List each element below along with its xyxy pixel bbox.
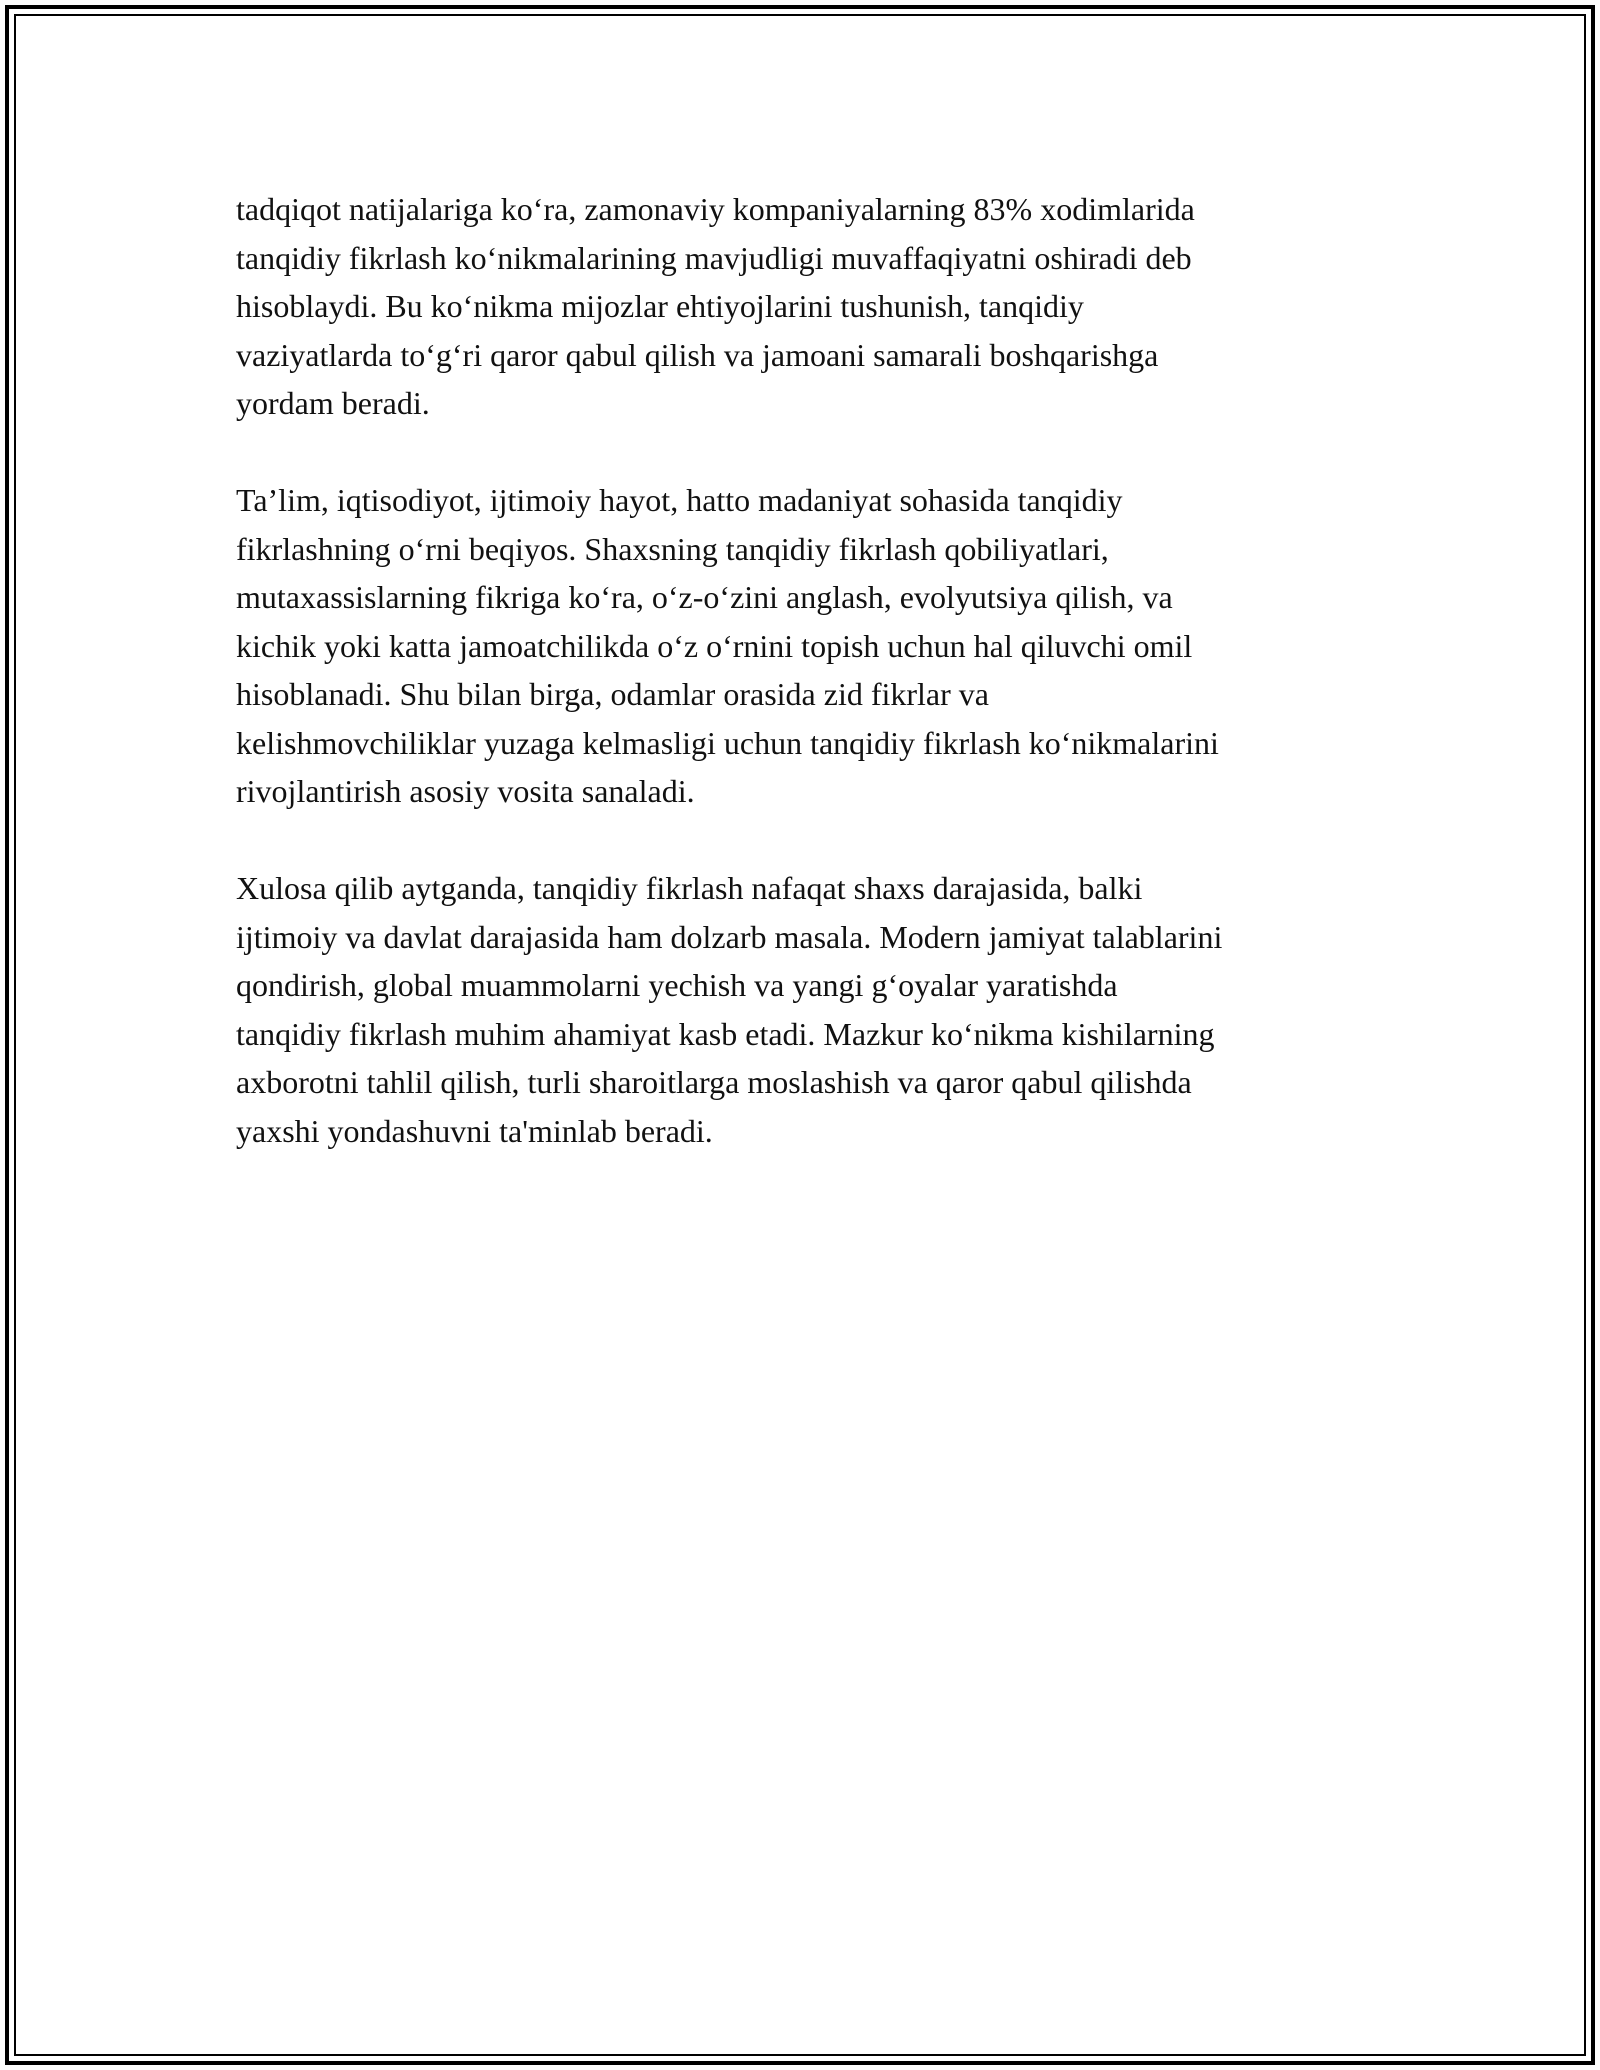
text-line: fikrlashning o‘rni beqiyos. Shaxsning tanqidiy fikrlash qobiliyatlari, xyxy=(236,530,1109,567)
text-line: tanqidiy fikrlash muhim ahamiyat kasb etadi. Mazkur ko‘nikma kishilarning xyxy=(236,1015,1215,1052)
text-line: yordam beradi. xyxy=(236,385,430,421)
text-line: hisoblaydi. Bu ko‘nikma mijozlar ehtiyojlarini tushunish, tanqidiy xyxy=(236,288,1084,324)
text-line: qondirish, global muammolarni yechish va yangi g‘oyalar yaratishda xyxy=(236,967,1118,1003)
text-line: axborotni tahlil qilish, turli sharoitlarga moslashish va qaror qabul qilishda xyxy=(236,1064,1192,1100)
text-line: vaziyatlarda to‘g‘ri qaror qabul qilish va jamoani samarali boshqarishga xyxy=(236,336,1159,373)
text-line: Xulosa qilib aytganda, tanqidiy fikrlash nafaqat shaxs darajasida, balki xyxy=(236,870,1143,906)
paragraph-3 xyxy=(236,864,1376,1155)
paragraph-1 xyxy=(236,185,1376,428)
text-line: tanqidiy fikrlash ko‘nikmalarining mavjudligi muvaffaqiyatni oshiradi deb xyxy=(236,239,1192,276)
text-line: yaxshi yondashuvni ta'minlab beradi. xyxy=(236,1112,713,1149)
text-line: kichik yoki katta jamoatchilikda o‘z o‘rnini topish uchun hal qiluvchi omil xyxy=(236,627,1193,664)
text-line: hisoblanadi. Shu bilan birga, odamlar orasida zid fikrlar va xyxy=(236,676,989,712)
text-line: mutaxassislarning fikriga ko‘ra, o‘z-o‘zini anglash, evolyutsiya qilish, va xyxy=(236,579,1173,615)
text-line: tadqiqot natijalariga ko‘ra, zamonaviy kompaniyalarning 83% xodimlarida xyxy=(236,191,1195,227)
text-line: kelishmovchiliklar yuzaga kelmasligi uchun tanqidiy fikrlash ko‘nikmalarini xyxy=(236,724,1219,761)
paragraph-2 xyxy=(236,476,1376,816)
text-line: ijtimoiy va davlat darajasida ham dolzarb masala. Modern jamiyat talablarini xyxy=(236,918,1223,955)
document-body xyxy=(236,185,1376,1204)
text-line: Ta’lim, iqtisodiyot, ijtimoiy hayot, hatto madaniyat sohasida tanqidiy xyxy=(236,482,1123,518)
text-line: rivojlantirish asosiy vosita sanaladi. xyxy=(236,773,695,809)
